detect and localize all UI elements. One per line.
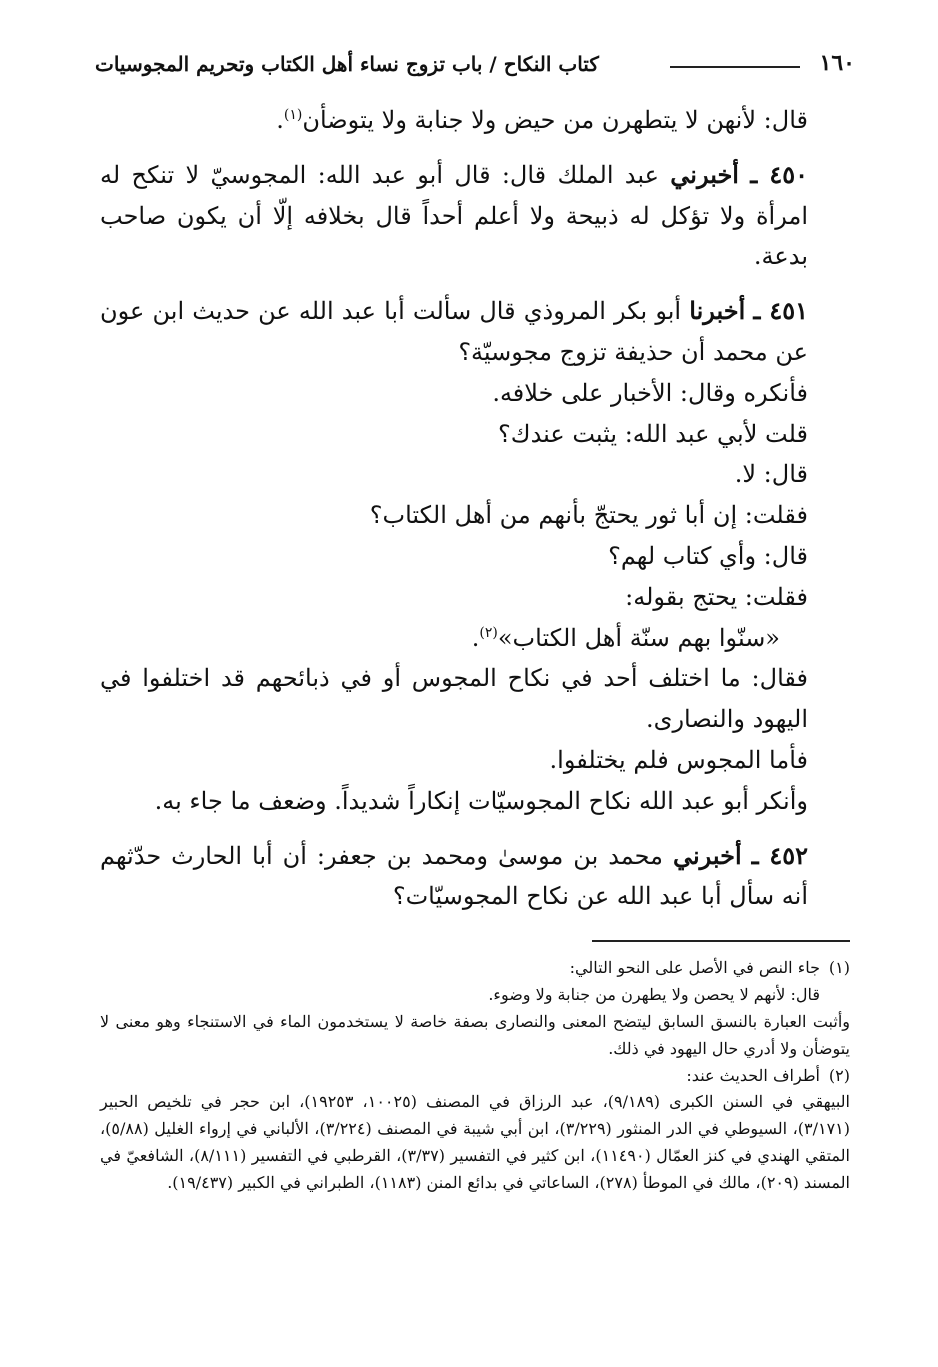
footnote-1: (١)جاء النص في الأصل على النحو التالي: <box>100 955 850 982</box>
footnote-ref-1: (١) <box>283 107 303 123</box>
hadith-452 <box>100 836 850 918</box>
dialogue-line: قال: وأي كتاب لهم؟ <box>608 541 808 570</box>
quoted-hadith: «سنّوا بهم سنّة أهل الكتاب»$^{(٢)}$. <box>471 623 780 652</box>
hadith-451 <box>100 291 850 373</box>
footnote-1-line: وأثبت العبارة بالنسق السابق ليتضح المعنى والنصارى بصفة خاصة لا يستخدمون الماء في الاستنجاء وهو معنى لا يتوضأن ولا أدري حال اليهود في ذلك. <box>100 1011 850 1058</box>
dialogue-line: قلت لأبي عبد الله: يثبت عندك؟ <box>498 419 808 448</box>
hadith-lead-word: أخبرني <box>670 159 739 189</box>
footnotes <box>100 955 850 1197</box>
footnote-2: (٢)أطراف الحديث عند: <box>100 1063 850 1090</box>
dialogue-line: فقلت: يحتج بقوله: <box>625 582 808 611</box>
hadith-text: عبد الملك قال: قال أبو عبد الله: المجوسيّ لا تنكح له امرأة ولا تؤكل له ذبيحة ولا أعلم أحداً قال بخلافه إلّا أن يكون صاحب بدعة. <box>100 160 808 271</box>
footnote-1-line: قال: لأنهم لا يحصن ولا يطهرن من جنابة ولا وضوء. <box>488 984 820 1004</box>
hadith-number: ٤٥٠ ـ <box>750 159 809 189</box>
page-number: ١٦٠ <box>819 50 855 76</box>
paragraph-449-ending: قال: لأنهن لا يتطهرن من حيض ولا جنابة ولا يتوضأن$^{(١)}$. <box>276 106 808 134</box>
hadith-lead-word: أخبرنا <box>689 296 746 326</box>
footnote-ref-2: (٢) <box>479 624 498 641</box>
hadith-text: أبو بكر المروذي قال سألت أبا عبد الله عن حديث ابن عون عن محمد أن حذيفة تزوج مجوسيّة؟ <box>100 297 808 366</box>
hadith-lead-word: أخبرني <box>672 840 742 870</box>
dialogue-line: قال: لا. <box>734 460 808 489</box>
footnote-number: (٢) <box>828 1065 850 1085</box>
footnote-number: (١) <box>828 958 850 977</box>
dialogue-paragraph: فقال: ما اختلف أحد في نكاح المجوس أو في ذبائحهم قد اختلفوا في اليهود والنصارى. <box>100 664 808 734</box>
hadith-number: ٤٥٢ ـ <box>751 840 808 870</box>
footnote-2-references: البيهقي في السنن الكبرى (٩/١٨٩)، عبد الرزاق في المصنف (١٠٠٢٥، ١٩٢٥٣)، ابن حجر في تلخيص الحبير (٣/١٧١)، السيوطي في الدر المنثور (٣/٢٢٩)، ابن أبي شيبة في المصنف (٣/٢٢٤)، الألباني في إرواء الغليل (٥/٨٨)، المتقي الهندي في كنز العمّال (١١٤٩٠)، ابن كثير في التفسير (٣/٣٧)، القرطبي في التفسير (٨/١١١)، الشافعيّ في المسند (٢٠٩)، مالك في الموطأ (٢٧٨)، الساعاتي في بدائع المنن (١١٨٣)، الطبراني في الكبير (١٩/٤٣٧). <box>100 1092 851 1192</box>
dialogue-line: فأنكره وقال: الأخبار على خلافه. <box>492 378 808 407</box>
hadith-number: ٤٥١ ـ <box>753 296 808 326</box>
dialogue-line: وأنكر أبو عبد الله نكاح المجوسيّات إنكاراً شديداً. وضعف ما جاء به. <box>154 786 808 815</box>
hadith-text: محمد بن موسىٰ ومحمد بن جعفر: أن أبا الحارث حدّثهم أنه سأل أبا عبد الله عن نكاح المجوسيّات؟ <box>100 841 808 911</box>
running-header <box>95 50 855 84</box>
footnote-separator <box>592 940 850 942</box>
dialogue-line: فأما المجوس فلم يختلفوا. <box>549 745 808 774</box>
hadith-450 <box>100 155 850 277</box>
dialogue-line: فقلت: إن أبا ثور يحتجّ بأنهم من أهل الكتاب؟ <box>369 501 808 530</box>
header-rule <box>670 66 800 68</box>
main-text <box>100 100 850 917</box>
running-title: كتاب النكاح / باب تزوج نساء أهل الكتاب وتحريم المجوسيات <box>95 52 599 76</box>
